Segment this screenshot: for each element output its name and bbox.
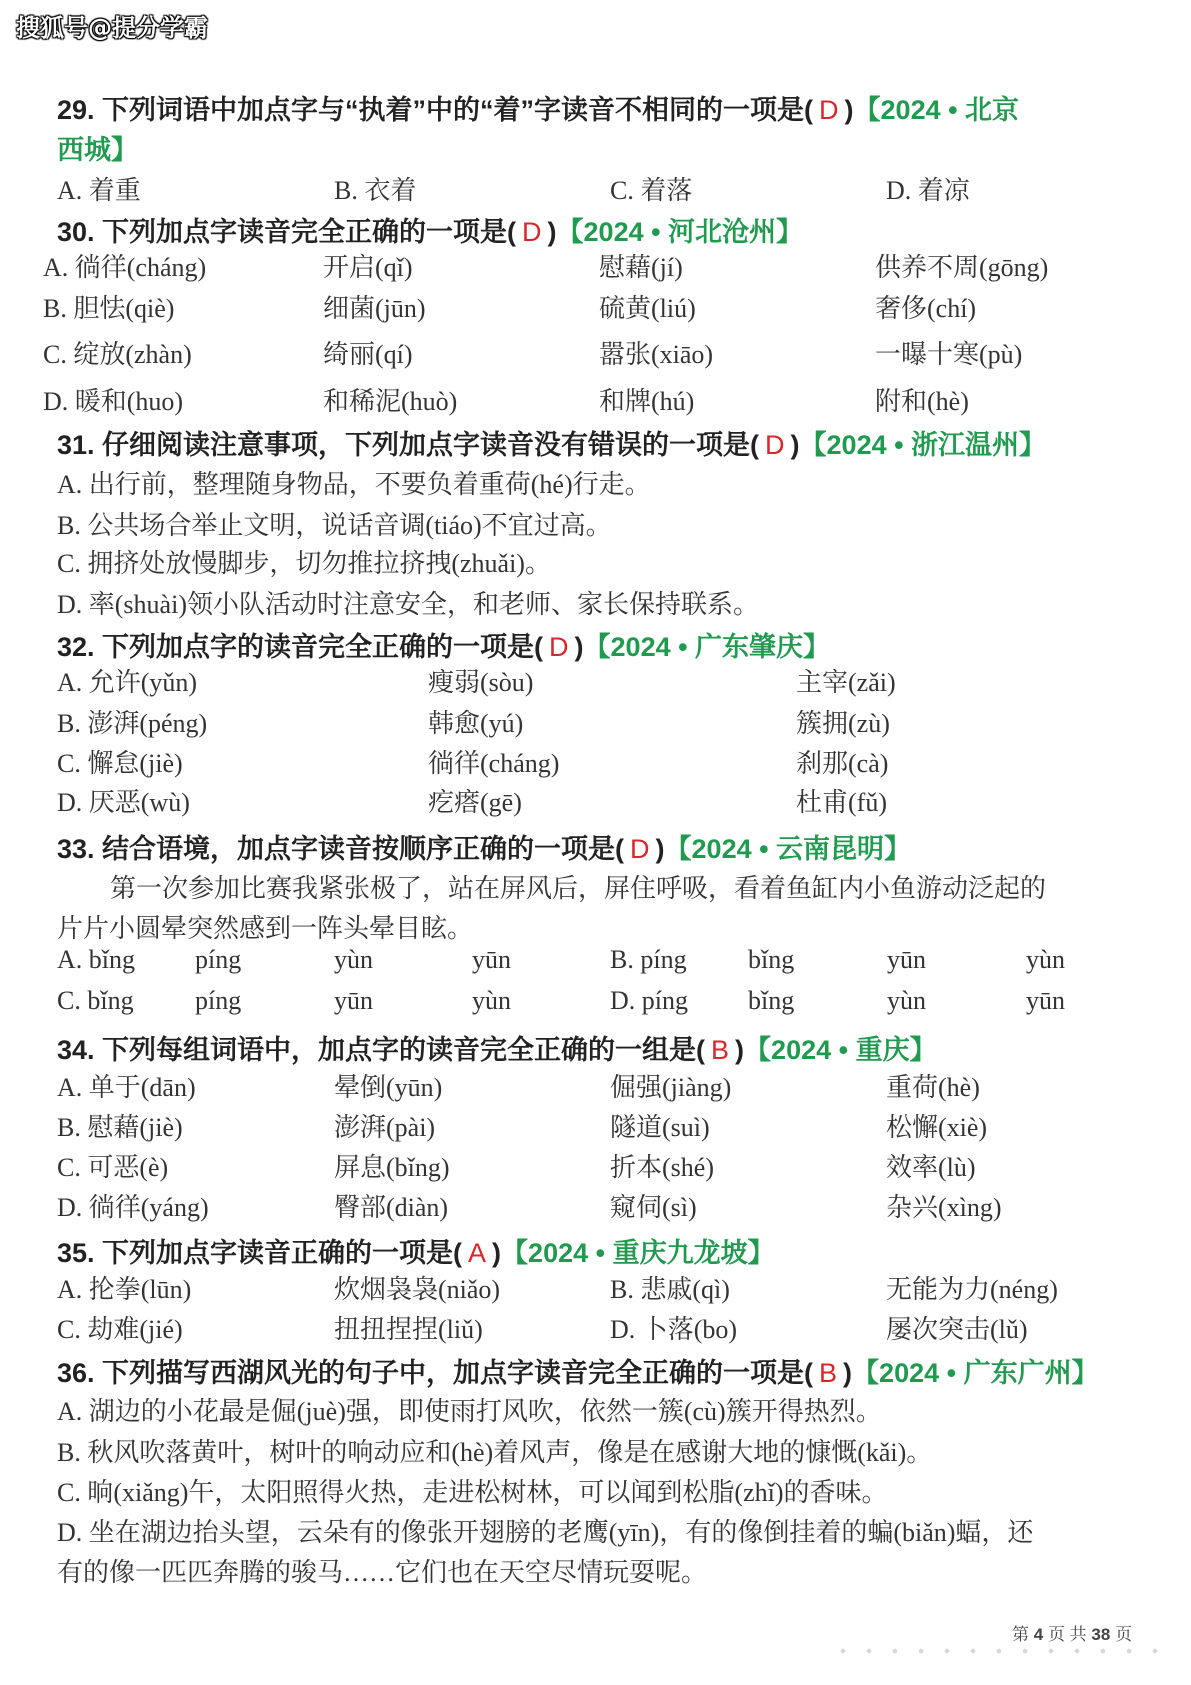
option-cell: A. 抡拳(lūn) [57,1275,192,1304]
option-cell: 杜甫(fǔ) [796,788,887,817]
question-stem: 31. 仔细阅读注意事项，下列加点字读音没有错误的一项是( [57,430,760,460]
answer-letter: D [819,95,839,125]
option-cell: D. 徜徉(yáng) [57,1193,209,1222]
option-cell: C. 劫难(jié) [57,1315,183,1344]
passage-line: 片片小圆晕突然感到一阵头晕目眩。 [57,914,474,943]
option-cell: yūn [472,945,511,974]
option-cell: 无能为力(néng) [886,1275,1058,1304]
question-stem: 32. 下列加点字的读音完全正确的一项是( [57,632,544,662]
option-cell: bǐng [748,945,795,974]
close-paren: ) [844,95,854,125]
option-cell: 硫黄(liú) [599,294,696,323]
option-cell: 瘦弱(sòu) [428,668,534,697]
question-source: 【2024 • 河北沧州】 [556,217,804,247]
option-cell: B. 胆怯(qiè) [43,294,175,323]
option-cell: 刹那(cà) [796,749,889,778]
option-cell: C. 懈怠(jiè) [57,749,183,778]
option-cell: yùn [334,945,373,974]
option-cell: C. 晌(xiǎng)午，太阳照得火热，走进松树林，可以闻到松脂(zhǐ)的香味。 [57,1478,888,1507]
question-stem: 29. 下列词语中加点字与“执着”中的“着”字读音不相同的一项是( [57,95,814,125]
option-cell: 扭扭捏捏(liǔ) [334,1315,483,1344]
option-cell: 窥伺(sì) [610,1193,697,1222]
question-header [57,423,1046,463]
answer-letter: D [522,217,542,247]
option-cell: yùn [1026,945,1065,974]
option-cell: A. bǐng [57,945,135,974]
close-paren: ) [574,632,584,662]
option-cell: 有的像一匹匹奔腾的骏马……它们也在天空尽情玩耍呢。 [57,1558,708,1587]
option-cell: A. 徜徉(cháng) [43,253,207,282]
watermark: 搜狐号@提分学霸 [16,14,208,42]
option-cell: C. 可恶(è) [57,1153,169,1182]
question-header [57,1231,775,1271]
question-source: 【2024 • 北京 [853,95,1020,125]
option-cell: 供养不周(gōng) [875,253,1049,282]
option-cell: A. 着重 [57,176,141,205]
question-header [57,210,803,250]
option-cell: bǐng [748,986,795,1015]
option-cell: 晕倒(yūn) [334,1073,443,1102]
option-cell: 奢侈(chí) [875,294,977,323]
page-footer [1012,1620,1132,1645]
option-cell: píng [195,986,242,1015]
question-stem: 33. 结合语境，加点字读音按顺序正确的一项是( [57,834,625,864]
option-cell: B. píng [610,945,687,974]
option-cell: C. 着落 [610,176,693,205]
option-cell: 屏息(bǐng) [334,1153,450,1182]
footer-mid: 页 共 [1047,1625,1087,1644]
option-cell: yūn [334,986,373,1015]
question-stem: 34. 下列每组词语中，加点字的读音完全正确的一组是( [57,1035,706,1065]
option-cell: 一曝十寒(pù) [875,340,1023,369]
question-stem: 36. 下列描写西湖风光的句子中，加点字读音完全正确的一项是( [57,1358,814,1388]
option-cell: 附和(hè) [875,387,969,416]
answer-letter: B [819,1358,838,1388]
question-header [57,827,911,867]
option-cell: 臀部(diàn) [334,1193,449,1222]
option-cell: A. 出行前，整理随身物品，不要负着重荷(hé)行走。 [57,470,651,499]
option-cell: yùn [887,986,926,1015]
option-cell: D. 率(shuài)领小队活动时注意安全，和老师、家长保持联系。 [57,590,759,619]
option-cell: D. 暖和(huo) [43,387,184,416]
option-cell: 澎湃(pài) [334,1113,436,1142]
option-cell: 倔强(jiàng) [610,1073,732,1102]
option-cell: 开启(qǐ) [323,253,413,282]
option-cell: 炊烟袅袅(niǎo) [334,1275,501,1304]
option-cell: 徜徉(cháng) [428,749,560,778]
question-source: 【2024 • 重庆九龙坡】 [501,1238,775,1268]
answer-letter: B [711,1035,730,1065]
option-cell: 绮丽(qí) [323,340,413,369]
passage-line: 第一次参加比赛我紧张极了，站在屏风后，屏住呼吸，看着鱼缸内小鱼游动泛起的 [110,874,1047,903]
close-paren: ) [547,217,557,247]
option-cell: 主宰(zǎi) [796,668,896,697]
option-cell: D. 坐在湖边抬头望，云朵有的像张开翅膀的老鹰(yīn)，有的像倒挂着的蝙(biǎn)蝠，还 [57,1518,1034,1547]
option-cell: 杂兴(xìng) [886,1193,1002,1222]
option-cell: C. 拥挤处放慢脚步，切勿推拉挤拽(zhuǎi)。 [57,549,551,578]
option-cell: yūn [1026,986,1065,1015]
option-cell: 细菌(jūn) [323,294,426,323]
footer-page-number: 4 [1033,1625,1044,1644]
footer-post: 页 [1115,1625,1133,1644]
option-cell: yùn [472,986,511,1015]
option-cell: B. 悲戚(qì) [610,1275,730,1304]
option-cell: 慰藉(jí) [599,253,683,282]
footer-total-pages: 38 [1091,1625,1111,1644]
option-cell: B. 秋风吹落黄叶，树叶的响动应和(hè)着风声，像是在感谢大地的慷慨(kǎi)。 [57,1438,933,1467]
option-cell: D. píng [610,986,688,1015]
question-source: 【2024 • 广东广州】 [852,1358,1099,1388]
question-source: 【2024 • 浙江温州】 [799,430,1047,460]
question-stem: 30. 下列加点字读音完全正确的一项是( [57,217,517,247]
question-header [57,625,830,665]
option-cell: 簇拥(zù) [796,709,890,738]
option-cell: 嚣张(xiāo) [599,340,714,369]
answer-letter: A [468,1238,487,1268]
option-cell: C. bǐng [57,986,134,1015]
option-cell: D. 厌恶(wù) [57,788,190,817]
answer-letter: D [630,834,650,864]
question-source: 【2024 • 重庆】 [744,1035,937,1065]
option-cell: 屡次突击(lǔ) [886,1315,1028,1344]
option-cell: 韩愈(yú) [428,709,524,738]
close-paren: ) [843,1358,853,1388]
option-cell: B. 澎湃(péng) [57,709,208,738]
option-cell: A. 单于(dān) [57,1073,196,1102]
option-cell: B. 公共场合举止文明，说话音调(tiáo)不宜过高。 [57,511,612,540]
answer-letter: D [765,430,785,460]
close-paren: ) [790,430,800,460]
question-stem: 35. 下列加点字读音正确的一项是( [57,1238,463,1268]
option-cell: B. 慰藉(jiè) [57,1113,183,1142]
question-header [57,1028,937,1068]
option-cell: 和稀泥(huò) [323,387,458,416]
option-cell: 松懈(xiè) [886,1113,988,1142]
option-cell: 疙瘩(gē) [428,788,522,817]
question-header [57,88,1019,128]
close-paren: ) [655,834,665,864]
question-source: 【2024 • 云南昆明】 [664,834,912,864]
option-cell: 隧道(suì) [610,1113,710,1142]
option-cell: 重荷(hè) [886,1073,980,1102]
option-cell: D. 着凉 [886,176,970,205]
decorative-dots [830,1648,1170,1654]
question-source-continued: 西城】 [57,135,138,165]
question-source: 【2024 • 广东肇庆】 [583,632,831,662]
close-paren: ) [735,1035,745,1065]
question-header [57,1351,1099,1391]
footer-pre: 第 [1012,1625,1029,1644]
close-paren: ) [492,1238,502,1268]
option-cell: A. 允许(yǔn) [57,668,198,697]
option-cell: 折本(shé) [610,1153,714,1182]
option-cell: C. 绽放(zhàn) [43,340,192,369]
option-cell: yūn [887,945,926,974]
answer-letter: D [549,632,569,662]
option-cell: A. 湖边的小花最是倔(juè)强，即使雨打风吹，依然一簇(cù)簇开得热烈。 [57,1397,882,1426]
option-cell: D. 卜落(bo) [610,1315,738,1344]
option-cell: B. 衣着 [334,176,417,205]
option-cell: 效率(lù) [886,1153,976,1182]
option-cell: 和牌(hú) [599,387,695,416]
option-cell: píng [195,945,242,974]
